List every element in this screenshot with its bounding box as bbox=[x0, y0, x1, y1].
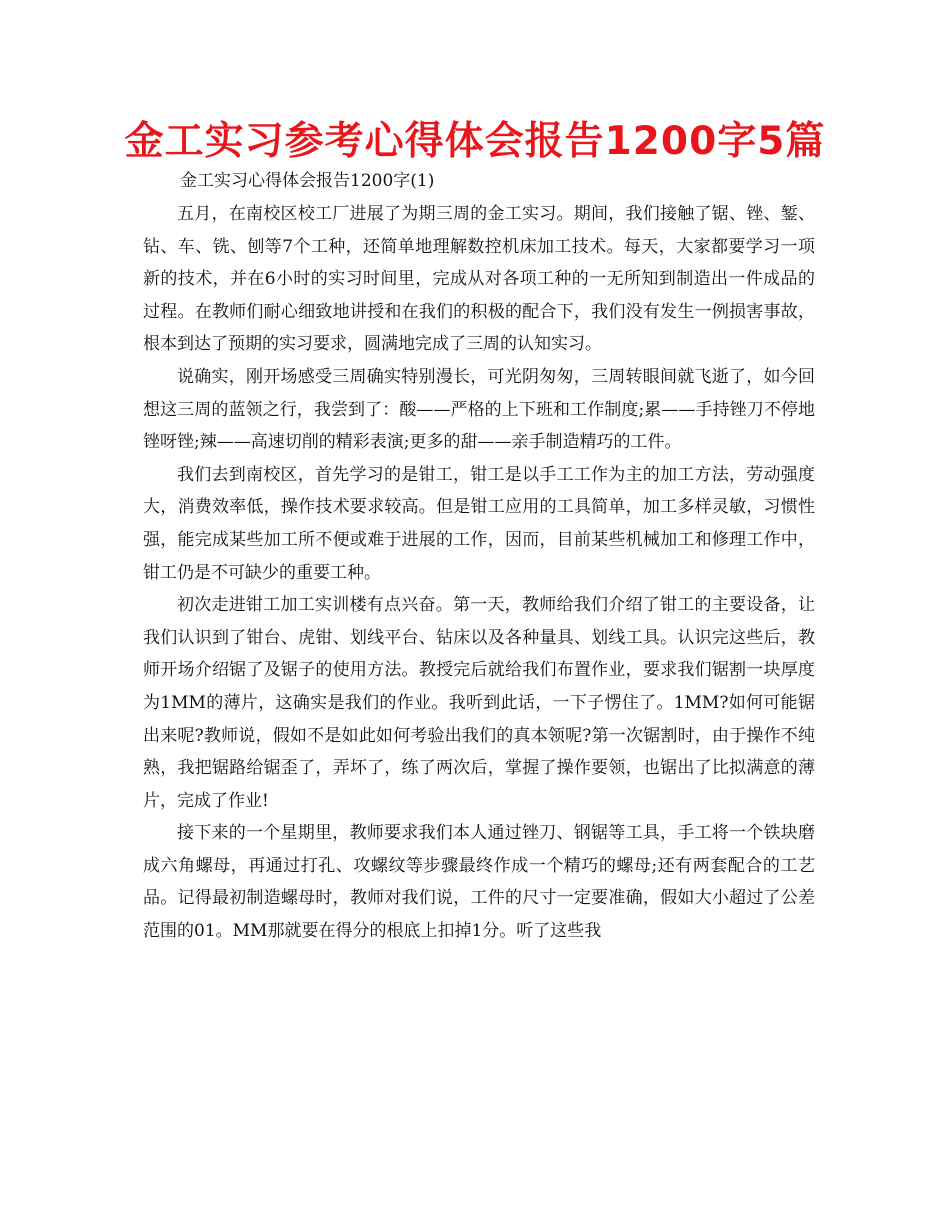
paragraph: 接下来的一个星期里，教师要求我们本人通过锉刀、钢锯等工具，手工将一个铁块磨成六角螺母，再通过打孔、攻螺纹等步骤最终作成一个精巧的螺母;还有两套配合的工艺品。记得最初制造螺母时，教师对我们说，工件的尺寸一定要准确，假如大小超过了公差范围的01。MM那就要在得分的根底上扣掉1分。听了这些我 bbox=[143, 823, 815, 942]
paragraph: 说确实，刚开场感受三周确实特别漫长，可光阴匆匆，三周转眼间就飞逝了，如今回想这三周的蓝领之行，我尝到了：酸——严格的上下班和工作制度;累——手持锉刀不停地锉呀锉;辣——高速切削的精彩表演;更多的甜——亲手制造精巧的工件。 bbox=[143, 366, 815, 453]
paragraph: 五月，在南校区校工厂进展了为期三周的金工实习。期间，我们接触了锯、锉、錾、钻、车、铣、刨等7个工种，还简单地理解数控机床加工技术。每天，大家都要学习一项新的技术，并在6小时的实习时间里，完成从对各项工种的一无所知到制造出一件成品的过程。在教师们耐心细致地讲授和在我们的积极的配合下，我们没有发生一例损害事故，根本到达了预期的实习要求，圆满地完成了三周的认知实习。 bbox=[143, 204, 815, 355]
document-title: 金工实习参考心得体会报告1200字5篇 bbox=[124, 119, 826, 164]
document-body bbox=[143, 198, 815, 948]
section-heading: 金工实习心得体会报告1200字(1) bbox=[180, 171, 435, 191]
paragraph: 我们去到南校区，首先学习的是钳工，钳工是以手工工作为主的加工方法，劳动强度大，消费效率低，操作技术要求较高。但是钳工应用的工具简单，加工多样灵敏，习惯性强，能完成某些加工所不便或难于进展的工作，因而，目前某些机械加工和修理工作中，钳工仍是不可缺少的重要工种。 bbox=[143, 464, 815, 583]
paragraph: 初次走进钳工加工实训楼有点兴奋。第一天，教师给我们介绍了钳工的主要设备，让我们认识到了钳台、虎钳、划线平台、钻床以及各种量具、划线工具。认识完这些后，教师开场介绍锯了及锯子的使用方法。教授完后就给我们布置作业，要求我们锯割一块厚度为1MM的薄片，这确实是我们的作业。我听到此话，一下子愣住了。1MM?如何可能锯出来呢?教师说，假如不是如此如何考验出我们的真本领呢?第一次锯割时，由于操作不纯熟，我把锯路给锯歪了，弄坏了，练了两次后，掌握了操作要领，也锯出了比拟满意的薄片，完成了作业! bbox=[143, 595, 815, 811]
